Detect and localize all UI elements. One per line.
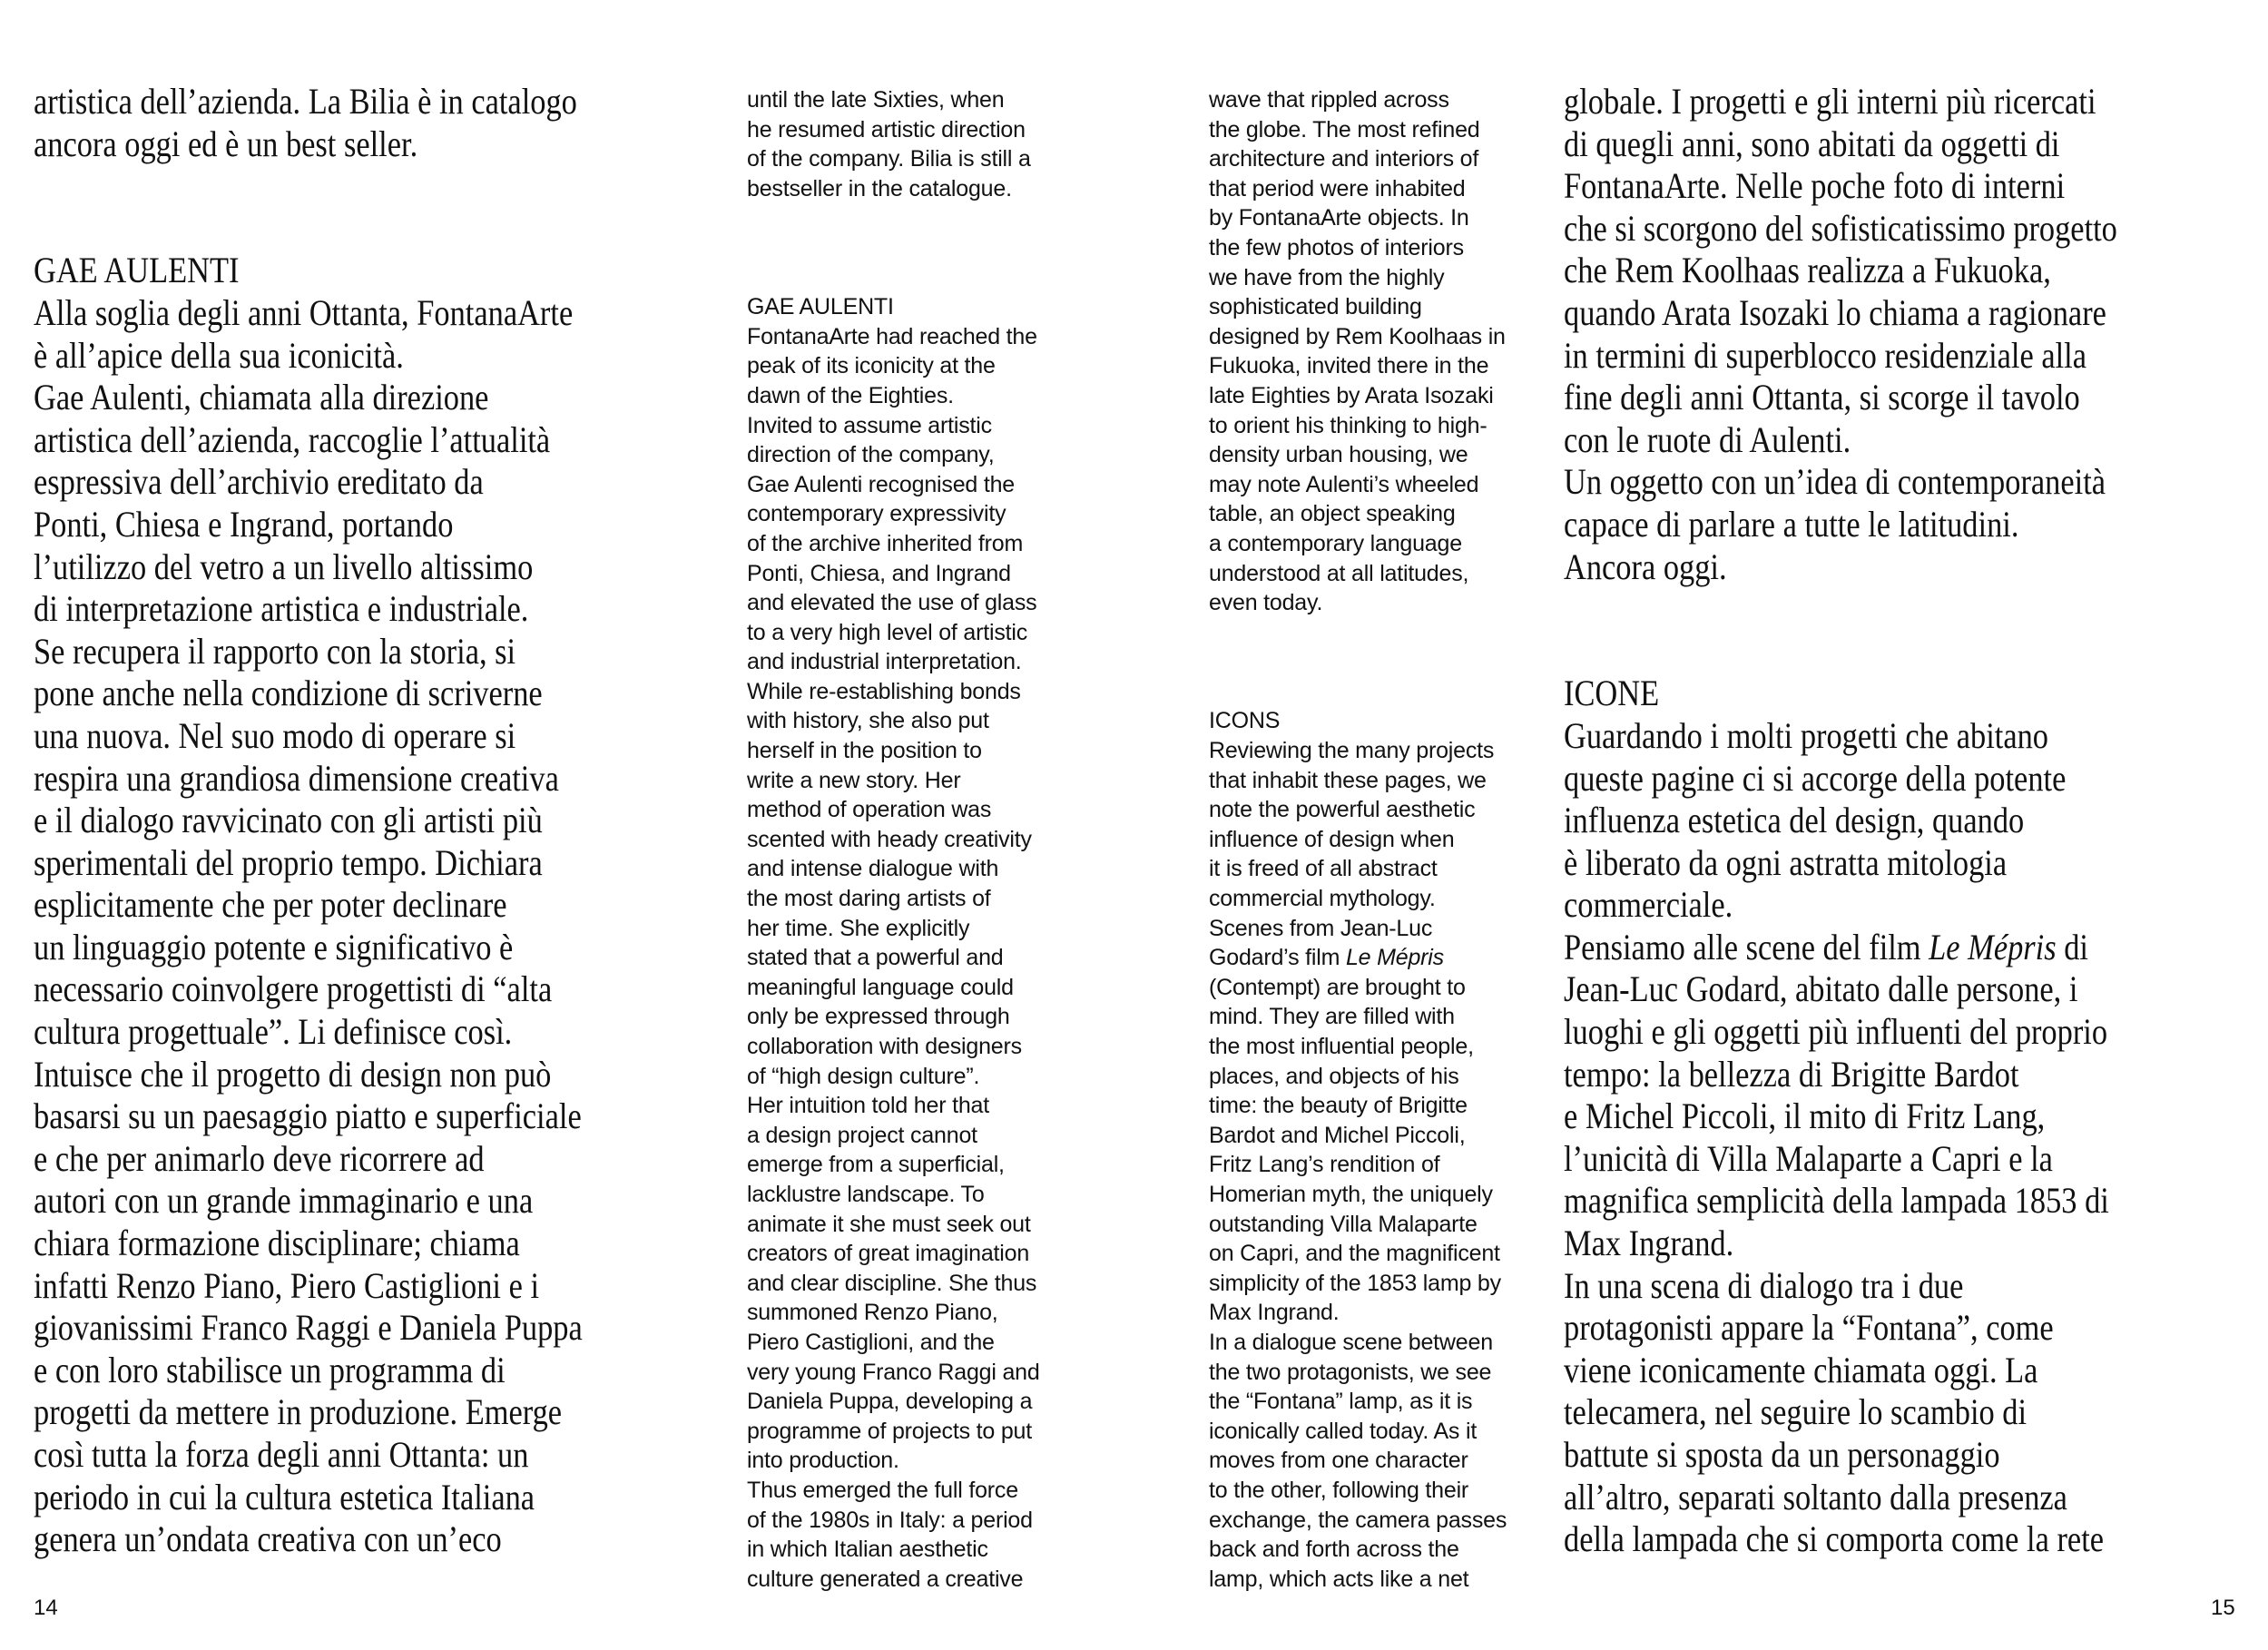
text-line: giovanissimi Franco Raggi e Daniela Puppa bbox=[34, 1307, 583, 1349]
text-line: l’utilizzo del vetro a un livello altissimo bbox=[34, 545, 534, 587]
film-title: Le Mépris bbox=[1345, 945, 1444, 971]
text-line: Reviewing the many projects bbox=[1209, 738, 1495, 764]
page-number-left: 14 bbox=[34, 1596, 58, 1620]
right-page-english-column bbox=[1209, 85, 1507, 1594]
text-line: in termini di superblocco residenziale alla bbox=[1564, 334, 2086, 376]
text-line: Her intuition told her that bbox=[747, 1093, 989, 1119]
text-line: Jean-Luc Godard, abitato dalle persone, i bbox=[1564, 968, 2078, 1010]
text-line: Max Ingrand. bbox=[1564, 1223, 1734, 1264]
italian-body-text bbox=[34, 292, 672, 1561]
text-line: by FontanaArte objects. In bbox=[1209, 205, 1469, 231]
text-line: artistica dell’azienda. La Bilia è in catalogo bbox=[34, 81, 577, 122]
text-line: così tutta la forza degli anni Ottanta: un bbox=[34, 1434, 529, 1475]
text-line: commercial mythology. bbox=[1209, 886, 1436, 912]
text-line: the “Fontana” lamp, as it is bbox=[1209, 1389, 1473, 1415]
text-line: In una scena di dialogo tra i due bbox=[1564, 1264, 1964, 1306]
text-line: Ancora oggi. bbox=[1564, 545, 1727, 587]
text-line: Ponti, Chiesa, and Ingrand bbox=[747, 560, 1011, 586]
text-line: that inhabit these pages, we bbox=[1209, 767, 1487, 793]
text-line: even today. bbox=[1209, 590, 1323, 616]
text-line: ancora oggi ed è un best seller. bbox=[34, 123, 418, 164]
italian-intro-paragraph bbox=[1564, 81, 2207, 588]
text-line: autori con un grande immaginario e una bbox=[34, 1180, 534, 1222]
english-intro-paragraph bbox=[1209, 85, 1507, 618]
text-line: stated that a powerful and bbox=[747, 945, 1004, 971]
text-line: queste pagine ci si accorge della potente bbox=[1564, 757, 2067, 799]
text-line: esplicitamente che per poter declinare bbox=[34, 884, 507, 926]
left-page-english-column bbox=[747, 85, 1040, 1594]
text-line: di interpretazione artistica e industriale. bbox=[34, 588, 529, 630]
text-line: a contemporary language bbox=[1209, 530, 1462, 556]
text-line: viene iconicamente chiamata oggi. La bbox=[1564, 1349, 2038, 1390]
text-line: Godard’s film Le Mépris bbox=[1209, 945, 1444, 971]
text-line: density urban housing, we bbox=[1209, 442, 1468, 468]
text-line: Gae Aulenti recognised the bbox=[747, 471, 1016, 497]
text-line: note the powerful aesthetic bbox=[1209, 797, 1476, 823]
text-line: Guardando i molti progetti che abitano bbox=[1564, 714, 2049, 756]
text-line: culture generated a creative bbox=[747, 1566, 1024, 1592]
text-line: sperimentali del proprio tempo. Dichiara bbox=[34, 841, 543, 883]
text-line: fine degli anni Ottanta, si scorge il tavolo bbox=[1564, 377, 2080, 418]
english-body-text bbox=[747, 322, 1040, 1595]
text-line: dawn of the Eighties. bbox=[747, 382, 954, 408]
section-heading-gae-aulenti: GAE AULENTI bbox=[34, 250, 240, 291]
text-line: di quegli anni, sono abitati da oggetti di bbox=[1564, 123, 2060, 164]
film-title: Le Mépris bbox=[1929, 926, 2057, 967]
text-line: Un oggetto con un’idea di contemporaneità bbox=[1564, 461, 2106, 503]
text-line: FontanaArte had reached the bbox=[747, 323, 1037, 349]
text-line: necessario coinvolgere progettisti di “alta bbox=[34, 968, 553, 1010]
text-line: to the other, following their bbox=[1209, 1477, 1469, 1503]
text-line: che si scorgono del sofisticatissimo progetto bbox=[1564, 207, 2117, 249]
text-line: time: the beauty of Brigitte bbox=[1209, 1093, 1468, 1119]
text-line: pone anche nella condizione di scriverne bbox=[34, 673, 543, 714]
text-line: è liberato da ogni astratta mitologia bbox=[1564, 841, 2008, 883]
text-line: artistica dell’azienda, raccoglie l’attualità bbox=[34, 418, 551, 460]
section-heading-gae-aulenti-en: GAE AULENTI bbox=[747, 294, 894, 320]
text-line: simplicity of the 1853 lamp by bbox=[1209, 1270, 1501, 1296]
text-line: method of operation was bbox=[747, 797, 992, 823]
english-body-text bbox=[1209, 736, 1507, 1594]
text-line: wave that rippled across bbox=[1209, 87, 1449, 113]
text-line: Ponti, Chiesa e Ingrand, portando bbox=[34, 503, 454, 545]
text-line: espressiva dell’archivio ereditato da bbox=[34, 461, 484, 503]
text-line: places, and objects of his bbox=[1209, 1063, 1459, 1089]
text-line: chiara formazione disciplinare; chiama bbox=[34, 1223, 520, 1264]
text-line: Bardot and Michel Piccoli, bbox=[1209, 1122, 1466, 1148]
text-line: e che per animarlo deve ricorrere ad bbox=[34, 1137, 485, 1179]
text-line: influenza estetica del design, quando bbox=[1564, 800, 2025, 841]
text-line: battute si sposta da un personaggio bbox=[1564, 1434, 2000, 1475]
text-line: summoned Renzo Piano, bbox=[747, 1300, 998, 1326]
text-line: globale. I progetti e gli interni più ricercati bbox=[1564, 81, 2096, 122]
text-line: and intense dialogue with bbox=[747, 856, 999, 882]
text-line: genera un’ondata creativa con un’eco bbox=[34, 1518, 502, 1560]
text-line: Gae Aulenti, chiamata alla direzione bbox=[34, 377, 489, 418]
text-line: FontanaArte. Nelle poche foto di interni bbox=[1564, 165, 2066, 207]
text-line: write a new story. Her bbox=[747, 767, 961, 793]
text-line: iconically called today. As it bbox=[1209, 1418, 1478, 1444]
text-line: and clear discipline. She thus bbox=[747, 1270, 1037, 1296]
text-line: con le ruote di Aulenti. bbox=[1564, 418, 1851, 460]
text-line: magnifica semplicità della lampada 1853 di bbox=[1564, 1180, 2109, 1222]
text-line: herself in the position to bbox=[747, 738, 982, 764]
text-line: programme of projects to put bbox=[747, 1418, 1032, 1444]
text-line: Pensiamo alle scene del film Le Mépris di bbox=[1564, 926, 2089, 967]
text-line: on Capri, and the magnificent bbox=[1209, 1241, 1500, 1267]
text-line: che Rem Koolhaas realizza a Fukuoka, bbox=[1564, 250, 2051, 291]
text-line: the few photos of interiors bbox=[1209, 234, 1464, 260]
text-line: the most daring artists of bbox=[747, 886, 991, 912]
text-line: un linguaggio potente e significativo è bbox=[34, 926, 514, 967]
text-line: mind. They are filled with bbox=[1209, 1004, 1455, 1030]
italian-body-text bbox=[1564, 715, 2207, 1561]
text-line: of the archive inherited from bbox=[747, 530, 1024, 556]
text-line: cultura progettuale”. Li definisce così. bbox=[34, 1011, 513, 1053]
text-line: l’unicità di Villa Malaparte a Capri e la bbox=[1564, 1137, 2053, 1179]
text-line: influence of design when bbox=[1209, 826, 1455, 852]
text-line: periodo in cui la cultura estetica Italiana bbox=[34, 1476, 535, 1517]
text-line: scented with heady creativity bbox=[747, 826, 1032, 852]
text-line: into production. bbox=[747, 1448, 899, 1474]
text-line: luoghi e gli oggetti più influenti del proprio bbox=[1564, 1011, 2108, 1053]
text-line: commerciale. bbox=[1564, 884, 1733, 926]
text-line: (Contempt) are brought to bbox=[1209, 974, 1466, 1000]
text-line: Fritz Lang’s rendition of bbox=[1209, 1152, 1440, 1178]
text-line: he resumed artistic direction bbox=[747, 116, 1026, 142]
text-line: basarsi su un paesaggio piatto e superficiale bbox=[34, 1095, 582, 1137]
section-heading-icone: ICONE bbox=[1564, 673, 1660, 714]
text-line: may note Aulenti’s wheeled bbox=[1209, 471, 1479, 497]
italian-intro-paragraph bbox=[34, 81, 672, 165]
text-line: only be expressed through bbox=[747, 1004, 1010, 1030]
text-line: in which Italian aesthetic bbox=[747, 1537, 988, 1563]
text-line: collaboration with designers bbox=[747, 1034, 1022, 1060]
text-line: with history, she also put bbox=[747, 708, 989, 734]
text-line: infatti Renzo Piano, Piero Castiglioni e i bbox=[34, 1264, 540, 1306]
text-line: understood at all latitudes, bbox=[1209, 560, 1469, 586]
text-line: table, an object speaking bbox=[1209, 501, 1456, 527]
text-line: we have from the highly bbox=[1209, 264, 1445, 290]
text-line: Piero Castiglioni, and the bbox=[747, 1329, 995, 1355]
text-line: of the company. Bilia is still a bbox=[747, 146, 1031, 172]
text-line: to orient his thinking to high- bbox=[1209, 412, 1487, 438]
text-line: bestseller in the catalogue. bbox=[747, 175, 1012, 201]
text-line: Intuisce che il progetto di design non può bbox=[34, 1053, 552, 1095]
section-heading-icons: ICONS bbox=[1209, 708, 1281, 734]
text-line: capace di parlare a tutte le latitudini. bbox=[1564, 503, 2019, 545]
text-line: della lampada che si comporta come la rete bbox=[1564, 1518, 2105, 1560]
text-line: Homerian myth, the uniquely bbox=[1209, 1181, 1493, 1207]
text-line: her time. She explicitly bbox=[747, 915, 970, 941]
text-line: meaningful language could bbox=[747, 974, 1014, 1000]
text-line: of the 1980s in Italy: a period bbox=[747, 1507, 1033, 1533]
text-line: una nuova. Nel suo modo di operare si bbox=[34, 714, 516, 756]
text-line: that period were inhabited bbox=[1209, 175, 1466, 201]
text-line: architecture and interiors of bbox=[1209, 146, 1479, 172]
text-line: very young Franco Raggi and bbox=[747, 1359, 1040, 1385]
text-line: back and forth across the bbox=[1209, 1537, 1459, 1563]
text-line: of “high design culture”. bbox=[747, 1063, 980, 1089]
text-line: and elevated the use of glass bbox=[747, 590, 1037, 616]
text-line: the two protagonists, we see bbox=[1209, 1359, 1492, 1385]
text-line: e Michel Piccoli, il mito di Fritz Lang, bbox=[1564, 1095, 2046, 1137]
text-line: late Eighties by Arata Isozaki bbox=[1209, 382, 1494, 408]
page-number-right: 15 bbox=[2211, 1596, 2235, 1620]
text-line: direction of the company, bbox=[747, 442, 995, 468]
text-line: Fukuoka, invited there in the bbox=[1209, 353, 1489, 379]
text-line: è all’apice della sua iconicità. bbox=[34, 334, 404, 376]
english-intro-paragraph bbox=[747, 85, 1040, 203]
text-line: creators of great imagination bbox=[747, 1241, 1030, 1267]
text-line: In a dialogue scene between bbox=[1209, 1329, 1493, 1355]
text-line: Alla soglia degli anni Ottanta, FontanaArte bbox=[34, 291, 574, 333]
text-line: lamp, which acts like a net bbox=[1209, 1566, 1469, 1592]
text-line: Daniela Puppa, developing a bbox=[747, 1389, 1033, 1415]
text-line: progetti da mettere in produzione. Emerge bbox=[34, 1391, 563, 1433]
text-line: Thus emerged the full force bbox=[747, 1477, 1018, 1503]
text-line: emerge from a superficial, bbox=[747, 1152, 1005, 1178]
text-line: and industrial interpretation. bbox=[747, 649, 1022, 675]
text-line: until the late Sixties, when bbox=[747, 87, 1005, 113]
text-line: the most influential people, bbox=[1209, 1034, 1474, 1060]
text-line: telecamera, nel seguire lo scambio di bbox=[1564, 1391, 2027, 1433]
text-line: e con loro stabilisce un programma di bbox=[34, 1349, 506, 1390]
text-line: e il dialogo ravvicinato con gli artisti più bbox=[34, 800, 543, 841]
text-line: to a very high level of artistic bbox=[747, 619, 1028, 645]
text-line: respira una grandiosa dimensione creativa bbox=[34, 757, 559, 799]
text-line: Invited to assume artistic bbox=[747, 412, 992, 438]
text-line: all’altro, separati soltanto dalla presenza bbox=[1564, 1476, 2067, 1517]
text-line: moves from one character bbox=[1209, 1448, 1468, 1474]
text-line: outstanding Villa Malaparte bbox=[1209, 1211, 1478, 1237]
text-line: it is freed of all abstract bbox=[1209, 856, 1438, 882]
text-line: Scenes from Jean-Luc bbox=[1209, 915, 1433, 941]
text-line: sophisticated building bbox=[1209, 294, 1422, 320]
text-line: quando Arata Isozaki lo chiama a ragionare bbox=[1564, 291, 2106, 333]
text-line: animate it she must seek out bbox=[747, 1211, 1031, 1237]
text-line: peak of its iconicity at the bbox=[747, 353, 996, 379]
right-page-italian-column bbox=[1564, 81, 2207, 1561]
text-line: While re-establishing bonds bbox=[747, 678, 1021, 704]
text-line: contemporary expressivity bbox=[747, 501, 1006, 527]
text-line: lacklustre landscape. To bbox=[747, 1181, 985, 1207]
text-line: the globe. The most refined bbox=[1209, 116, 1480, 142]
text-line: tempo: la bellezza di Brigitte Bardot bbox=[1564, 1053, 2019, 1095]
text-line: a design project cannot bbox=[747, 1122, 977, 1148]
text-line: exchange, the camera passes bbox=[1209, 1507, 1507, 1533]
left-page-italian-column bbox=[34, 81, 672, 1561]
text-line: Se recupera il rapporto con la storia, si bbox=[34, 630, 516, 672]
text-line: protagonisti appare la “Fontana”, come bbox=[1564, 1307, 2054, 1349]
text-line: designed by Rem Koolhaas in bbox=[1209, 323, 1506, 349]
text-line: Max Ingrand. bbox=[1209, 1300, 1340, 1326]
